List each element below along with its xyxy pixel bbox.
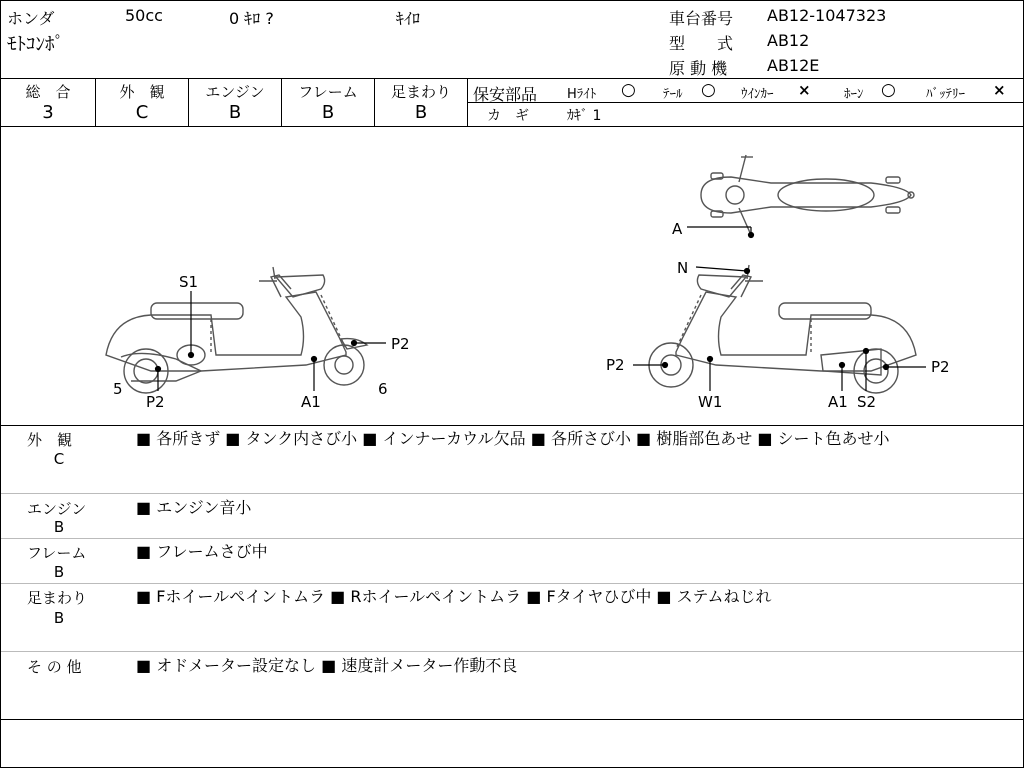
- scooter-top-view: [701, 155, 914, 235]
- note-label-suspension: 足まわり: [27, 589, 88, 607]
- note-grade-suspension: B: [53, 609, 65, 627]
- divider: [1, 651, 1023, 652]
- label-a1: A1: [301, 393, 321, 411]
- a1-marker: [312, 357, 317, 362]
- winker-label: ｳｲﾝｶｰ: [741, 87, 774, 102]
- label-w1: W1: [698, 393, 723, 411]
- divider: [1, 425, 1023, 426]
- exterior-grade: C: [135, 102, 149, 123]
- note-text-exterior: ■ 各所きず ■ タンク内さび小 ■ インナーカウル欠品 ■ 各所さび小 ■ 樹脂部色あせ ■ シート色あせ小: [136, 429, 890, 448]
- battery-mark: ×: [993, 81, 1006, 99]
- battery-label: ﾊﾞｯﾃﾘｰ: [926, 87, 965, 102]
- divider: [1, 719, 1023, 720]
- s2-marker: [864, 349, 869, 354]
- p2-marker: [884, 365, 889, 370]
- scooter-left-side-view: [106, 267, 367, 393]
- model-label: 型 式: [669, 34, 734, 53]
- engine-grade: B: [228, 102, 242, 123]
- tail-label: ﾃｰﾙ: [663, 87, 683, 102]
- tail-mark: ○: [701, 80, 716, 100]
- note-grade-exterior: C: [53, 450, 65, 468]
- odometer: 0 ｷﾛ ?: [229, 9, 274, 28]
- note-label-frame: フレーム: [27, 544, 87, 562]
- note-text-other: ■ オドメーター設定なし ■ 速度計メーター作動不良: [136, 656, 518, 675]
- note-grade-engine: B: [53, 518, 65, 536]
- model-code: AB12: [767, 31, 810, 50]
- suspension-grade-label: 足まわり: [390, 83, 451, 101]
- model-name: ﾓﾄｺﾝﾎﾟ: [7, 33, 65, 55]
- a1-marker: [840, 363, 845, 368]
- frame-grade: B: [321, 102, 335, 123]
- note-label-exterior: 外 観: [27, 431, 73, 449]
- p2-marker: [663, 363, 668, 368]
- exterior-label: 外 観: [119, 83, 165, 101]
- engine-label: 原 動 機: [669, 59, 728, 78]
- note-grade-frame: B: [53, 563, 65, 581]
- odometer-unit: ｷｲﾛ: [396, 9, 421, 28]
- engine-code: AB12E: [767, 56, 820, 75]
- scooter-diagram: [1, 127, 1023, 425]
- label-6: 6: [378, 380, 388, 398]
- note-text-suspension: ■ Fホイールペイントムラ ■ Rホイールペイントムラ ■ Fタイヤひび中 ■ ステムねじれ: [136, 587, 772, 606]
- label-p2: P2: [931, 358, 950, 376]
- label-p2: P2: [606, 356, 625, 374]
- divider: [1, 78, 1023, 79]
- key-label: カ ギ: [487, 108, 529, 124]
- divider: [1, 493, 1023, 494]
- divider: [1, 583, 1023, 584]
- p2-marker: [352, 341, 357, 346]
- winker-mark: ×: [798, 81, 811, 99]
- displacement: 50cc: [125, 6, 163, 25]
- label-p2: P2: [146, 393, 165, 411]
- label-a: A: [672, 220, 683, 238]
- engine-grade-label: エンジン: [205, 83, 265, 101]
- key-value: ｶｷﾞ 1: [567, 108, 602, 124]
- divider: [1, 538, 1023, 539]
- label-s2: S2: [857, 393, 877, 411]
- s1-marker: [189, 353, 194, 358]
- p2-marker: [156, 367, 161, 372]
- horn-mark: ○: [881, 80, 896, 100]
- overall-grade: 3: [42, 102, 54, 123]
- divider: [468, 102, 1023, 103]
- horn-label: ﾎｰﾝ: [844, 87, 864, 102]
- note-text-engine: ■ エンジン音小: [136, 498, 252, 517]
- suspension-grade: B: [414, 102, 428, 123]
- label-s1: S1: [179, 273, 199, 291]
- frame-grade-label: フレーム: [298, 83, 358, 101]
- scooter-right-side-view: [649, 265, 916, 393]
- label-a1: A1: [828, 393, 848, 411]
- headlight-mark: ○: [621, 80, 636, 100]
- w1-marker: [708, 357, 713, 362]
- frame-no-label: 車台番号: [669, 9, 734, 28]
- note-label-other: そ の 他: [27, 658, 82, 676]
- label-n: N: [677, 259, 689, 277]
- maker: ホンダ: [7, 9, 55, 28]
- label-p2: P2: [391, 335, 410, 353]
- note-label-engine: エンジン: [27, 500, 87, 518]
- safety-label: 保安部品: [473, 85, 538, 104]
- overall-label: 総 合: [25, 83, 71, 101]
- label-5: 5: [113, 380, 123, 398]
- a-marker: [749, 233, 754, 238]
- frame-no: AB12-1047323: [767, 6, 887, 25]
- headlight-label: Hﾗｲﾄ: [567, 87, 597, 102]
- note-text-frame: ■ フレームさび中: [136, 542, 268, 561]
- n-marker: [745, 269, 750, 274]
